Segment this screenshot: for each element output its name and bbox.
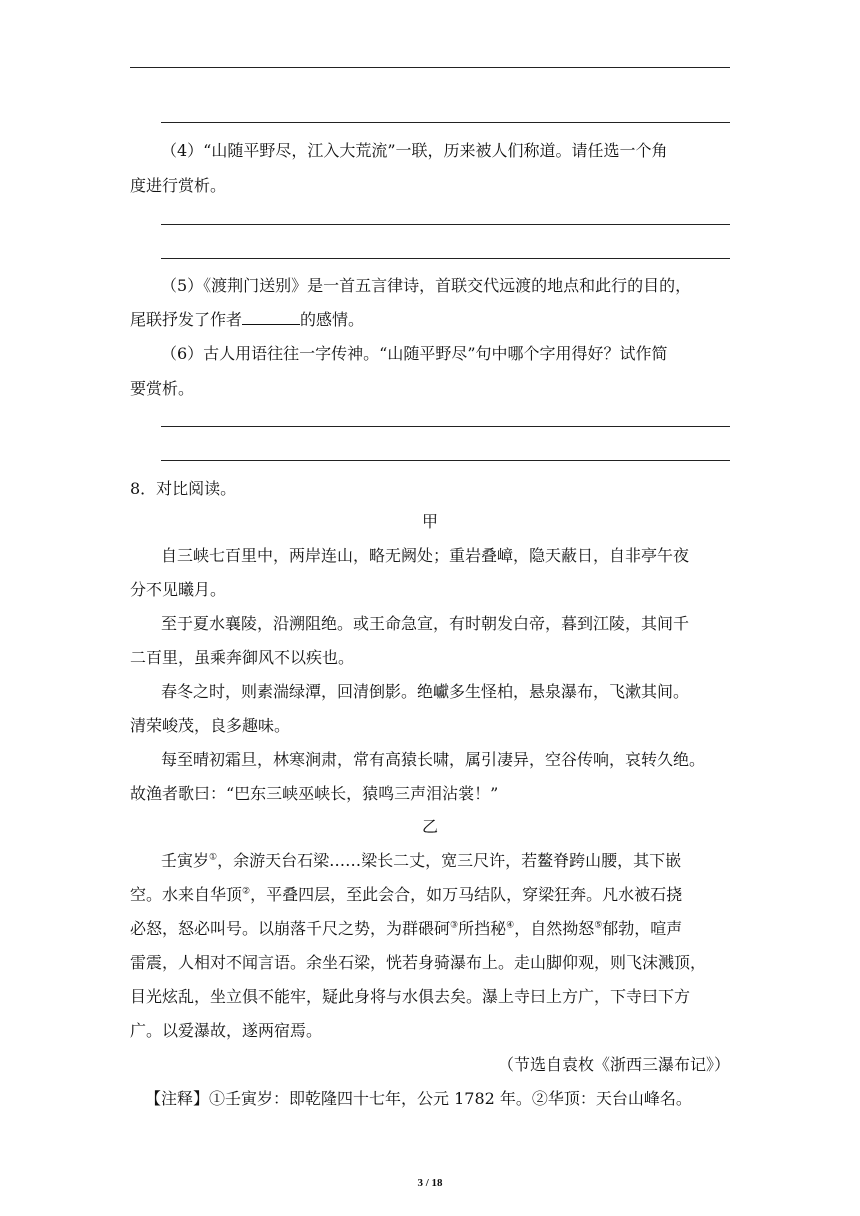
jia-line: 每至晴初霜旦，林寒涧肃，常有高猿长啸，属引凄异，空谷传响，哀转久绝。	[161, 750, 706, 769]
jia-line: 春冬之时，则素湍绿潭，回清倒影。绝巘多生怪柏，悬泉瀑布，飞漱其间。	[161, 682, 690, 701]
passage-yi-title: 乙	[421, 817, 438, 836]
jia-line: 自三峡七百里中，两岸连山，略无阙处；重岩叠嶂，隐天蔽日，自非亭午夜	[161, 546, 690, 565]
q7-part4-line1: （4）“山随平野尽，江入大荒流”一联，历来被人们称道。请任选一个角	[161, 141, 668, 160]
q7-part5-line1: （5）《渡荆门送别》是一首五言律诗，首联交代远渡的地点和此行的目的，	[161, 276, 692, 295]
yi-text: ，自然拗怒	[514, 919, 595, 938]
note-marker: ③	[450, 920, 459, 931]
page-number: 3 / 18	[417, 1177, 443, 1189]
answer-line	[161, 122, 730, 123]
q7-part5-text-before: 尾联抒发了作者	[130, 310, 243, 329]
yi-line: 广。以爱瀑故，遂两宿焉。	[130, 1021, 323, 1040]
yi-line: 目光炫乱，坐立俱不能牢，疑此身将与水俱去矣。瀑上寺曰上方广，下寺曰下方	[130, 987, 691, 1006]
q7-part6-line1: （6）古人用语往往一字传神。“山随平野尽”句中哪个字用得好？试作简	[161, 344, 668, 363]
answer-line	[161, 258, 730, 259]
yi-line: 雷震，人相对不闻言语。余坐石梁，恍若身骑瀑布上。走山脚仰观，则飞沫溅顶，	[130, 953, 707, 972]
fill-in-blank[interactable]	[242, 310, 300, 325]
note-marker: ④	[506, 920, 515, 931]
answer-line	[130, 67, 730, 68]
yi-line	[130, 919, 730, 939]
jia-line: 至于夏水襄陵，沿溯阻绝。或王命急宣，有时朝发白帝，暮到江陵，其间千	[161, 614, 690, 633]
q7-part5-line2	[130, 310, 730, 330]
note-marker: ②	[242, 886, 251, 897]
yi-text: ，余游天台石梁……梁长二丈，宽三尺许，若鳌脊跨山腰，其下嵌	[217, 851, 682, 870]
answer-line	[161, 224, 730, 225]
passage-source: （节选自袁枚《浙西三瀑布记》）	[497, 1055, 730, 1074]
yi-text: 必怒，怒必叫号。以崩落千尺之势，为群碨砢	[130, 919, 451, 938]
annotation-note: 【注释】①壬寅岁：即乾隆四十七年，公元 1782 年。②华顶：天台山峰名。	[145, 1089, 692, 1108]
yi-line	[130, 885, 730, 905]
jia-line: 分不见曦月。	[130, 580, 227, 599]
note-marker: ⑤	[594, 920, 603, 931]
jia-line: 清荣峻茂，良多趣味。	[130, 716, 291, 735]
yi-text: 郁勃，喧声	[602, 919, 683, 938]
q7-part4-line2: 度进行赏析。	[130, 176, 227, 195]
answer-line	[161, 426, 730, 427]
jia-line: 二百里，虽乘奔御风不以疾也。	[130, 648, 355, 667]
q8-heading: 8．对比阅读。	[130, 479, 237, 498]
yi-text: 空。水来自华顶	[130, 885, 243, 904]
yi-line	[161, 851, 730, 871]
q7-part5-text-after: 的感情。	[300, 310, 365, 329]
jia-line: 故渔者歌曰：“巴东三峡巫峡长，猿鸣三声泪沾裳！”	[130, 784, 499, 803]
yi-text: 所挡秘	[458, 919, 507, 938]
q7-part6-line2: 要赏析。	[130, 379, 195, 398]
note-marker: ①	[209, 852, 218, 863]
yi-text: 壬寅岁	[161, 851, 210, 870]
yi-text: ，平叠四层，至此会合，如万马结队，穿梁狂奔。凡水被石挠	[250, 885, 683, 904]
passage-jia-title: 甲	[421, 512, 438, 531]
answer-line	[161, 460, 730, 461]
